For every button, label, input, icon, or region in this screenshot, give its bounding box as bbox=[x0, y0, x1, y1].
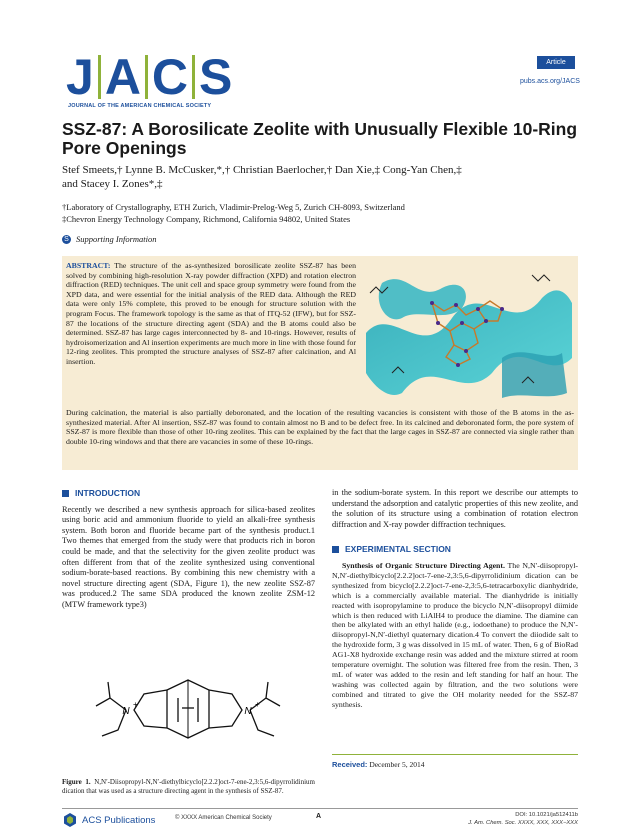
experimental-heading bbox=[332, 544, 578, 555]
abstract-text-top: The structure of the as-synthesized borosilicate zeolite SSZ-87 has been solved by combining high-resolution X-ray powder diffraction (XPD) and rotation electron diffraction (RED) techniques. The unit cell and space group symmetry were found from the XPD data, and were essential for the initial analysis of the RED data. Although the RED data were only 15% complete, this proved to be enough for structure solution with the program Focus. The framework topology is the same as that of ITQ-52 (IFW), but for SSZ-87 the locations of the structure directing agent (SDA) and the B atoms could also be determined. SSZ-87 has large cages interconnected by 8- and 10-rings. However, results of hydroisomerization and Al insertion experiments are much more in line with those found for 12-ring zeolites. This prompted the structure analyses of SSZ-87 after calcination, and Al insertion. bbox=[66, 261, 356, 366]
left-column bbox=[62, 488, 315, 611]
acs-publications-logo[interactable] bbox=[62, 812, 155, 828]
journal-citation: J. Am. Chem. Soc. XXXX, XXX, XXX−XXX bbox=[468, 819, 578, 826]
nitrogen-left-label: N bbox=[122, 706, 130, 717]
abstract-top bbox=[66, 261, 356, 367]
experimental-paragraph bbox=[332, 561, 578, 710]
doi-citation bbox=[440, 812, 578, 827]
experimental-text: The N,N′-diisopropyl-N,N′-diethylbicyclo[2.2.2]oct-7-ene-2,3:5,6-dipyrrolidinium dication can be synthesized from bicyclo[2.2.2]oct-7-ene-2,3:5,6-tetracarboxylic dianhydride, which is a commercially available material. The dianhydride is initially reacted with isopropylamine to produce the bicyclo N,N′-diisopropyl diimide which is then reduced with LiAlH4 to produce the diamine. The diamine can then be alkylated with an ethyl halide (e.g., iodoethane) to produce the N,N′-diisopropyl-N,N′-diethyl quaternary dication.4 To convert the diiodide salt to the hydroxide form, 3 g was dissolved in 15 mL of water. Then, 6 g of BioRad AG1-X8 hydroxide exchange resin was added and the mixture stirred at room temperature overnight. The solution was filtered free from the resin. Then, 3 mL of water was added to the resin and left standing for half an hour. The washing was collected again by filtration, and the two solutions were combined and titrated to give the OH molarity needed for the SSZ-87 synthesis. bbox=[332, 560, 578, 709]
affiliations bbox=[62, 201, 582, 225]
logo-divider bbox=[98, 55, 101, 99]
logo-letter-a: A bbox=[104, 49, 141, 105]
figure-1-label: Figure 1. bbox=[62, 778, 91, 786]
introduction-paragraph: Recently we described a new synthesis approach for silica-based zeolites using boric acid and ammonium fluoride to yield an alkali-free synthesis system. Both boron and fluoride became part of the synthesis product.1 Two themes that emerged from the study were that products rich in boron could be made, and that the selectivity for the given zeolite product was often different from that of the zeolite synthesized using conventional sodium-borate-based reactions. By combining this new chemistry with a novel structure directing agent (SDA, Figure 1), the new zeolite SSZ-87 was produced.2 The same SDA produced the known zeolite ZSM-12 (MTW framework type3) bbox=[62, 504, 315, 609]
introduction-continued: in the sodium-borate system. In this report we describe our attempts to understand the adsorption and catalytic properties of this new zeolite, and the solution of its structure using a combination of rotation electron diffraction and X-ray powder diffraction techniques. bbox=[332, 488, 578, 529]
logo-divider bbox=[192, 55, 195, 99]
received-date-value: December 5, 2014 bbox=[369, 760, 425, 769]
introduction-heading bbox=[62, 488, 315, 499]
logo-letter-j: J bbox=[66, 49, 94, 105]
acs-hexagon-icon bbox=[62, 812, 78, 828]
experimental-heading-text: EXPERIMENTAL SECTION bbox=[345, 544, 451, 555]
figure-1-caption bbox=[62, 778, 315, 795]
paper-title: SSZ-87: A Borosilicate Zeolite with Unusually Flexible 10-Ring Pore Openings bbox=[62, 119, 578, 158]
section-marker-icon bbox=[332, 546, 339, 553]
publisher-name: ACS Publications bbox=[82, 814, 156, 826]
figure-1-structure bbox=[62, 650, 315, 775]
journal-logo bbox=[66, 49, 233, 105]
received-date bbox=[332, 754, 578, 769]
right-column bbox=[332, 488, 578, 710]
authors-line-2: and Stacey I. Zones*,‡ bbox=[62, 178, 163, 190]
charge-left-label: + bbox=[133, 700, 138, 709]
doi-link[interactable]: DOI: 10.1021/ja512411b bbox=[515, 812, 578, 818]
experimental-subheading: Synthesis of Organic Structure Directing Agent. bbox=[342, 560, 505, 570]
authors-line-1: Stef Smeets,† Lynne B. McCusker,*,† Christian Baerlocher,† Dan Xie,‡ Cong-Yan Chen,‡ bbox=[62, 164, 462, 176]
article-badge: Article bbox=[537, 56, 575, 69]
logo-letter-c: C bbox=[151, 49, 189, 105]
abstract-bottom: During calcination, the material is also partially deboronated, and the location of the resulting vacancies is consistent with those of the B atoms in the as-synthesized material. After Al insertion, SSZ-87 was found to contain almost no B and to be defect free. In its calcined and deboronated form, the pore system of SSZ-87 is more flexible than those of other 10-ring zeolites. This can be explained by the fact that the large cages in SSZ-87 are connected via single rather than double 10-ring windows and that there are vacancies in some of these 10-rings. bbox=[66, 408, 574, 446]
section-marker-icon bbox=[62, 490, 69, 497]
logo-letter-s: S bbox=[199, 49, 233, 105]
supporting-information-link[interactable] bbox=[62, 234, 157, 244]
received-label: Received: bbox=[332, 760, 368, 769]
page-number: A bbox=[316, 813, 322, 820]
abstract-label: ABSTRACT: bbox=[66, 261, 111, 270]
logo-divider bbox=[145, 55, 148, 99]
journal-url-link[interactable]: pubs.acs.org/JACS bbox=[520, 78, 580, 85]
figure-1-caption-text: N,N′-Diisopropyl-N,N′-diethylbicyclo[2.2.2]oct-7-ene-2,3:5,6-dipyrrolidinium dication that was used as a structure directing agent in the synthesis of SSZ-87. bbox=[62, 778, 315, 795]
author-list bbox=[62, 163, 582, 191]
introduction-heading-text: INTRODUCTION bbox=[75, 488, 141, 498]
journal-subtitle: JOURNAL OF THE AMERICAN CHEMICAL SOCIETY bbox=[68, 103, 212, 109]
affiliation-eth: †Laboratory of Crystallography, ETH Zurich, Vladimir-Prelog-Weg 5, Zurich CH-8093, Switzerland bbox=[62, 202, 405, 212]
supporting-info-icon: S bbox=[62, 235, 71, 244]
supporting-info-label: Supporting Information bbox=[76, 234, 157, 244]
nitrogen-right-label: N bbox=[244, 706, 252, 717]
affiliation-chevron: ‡Chevron Energy Technology Company, Richmond, California 94802, United States bbox=[62, 214, 351, 224]
charge-right-label: + bbox=[255, 700, 260, 709]
copyright-notice: © XXXX American Chemical Society bbox=[175, 815, 272, 821]
toc-graphic bbox=[362, 263, 574, 405]
